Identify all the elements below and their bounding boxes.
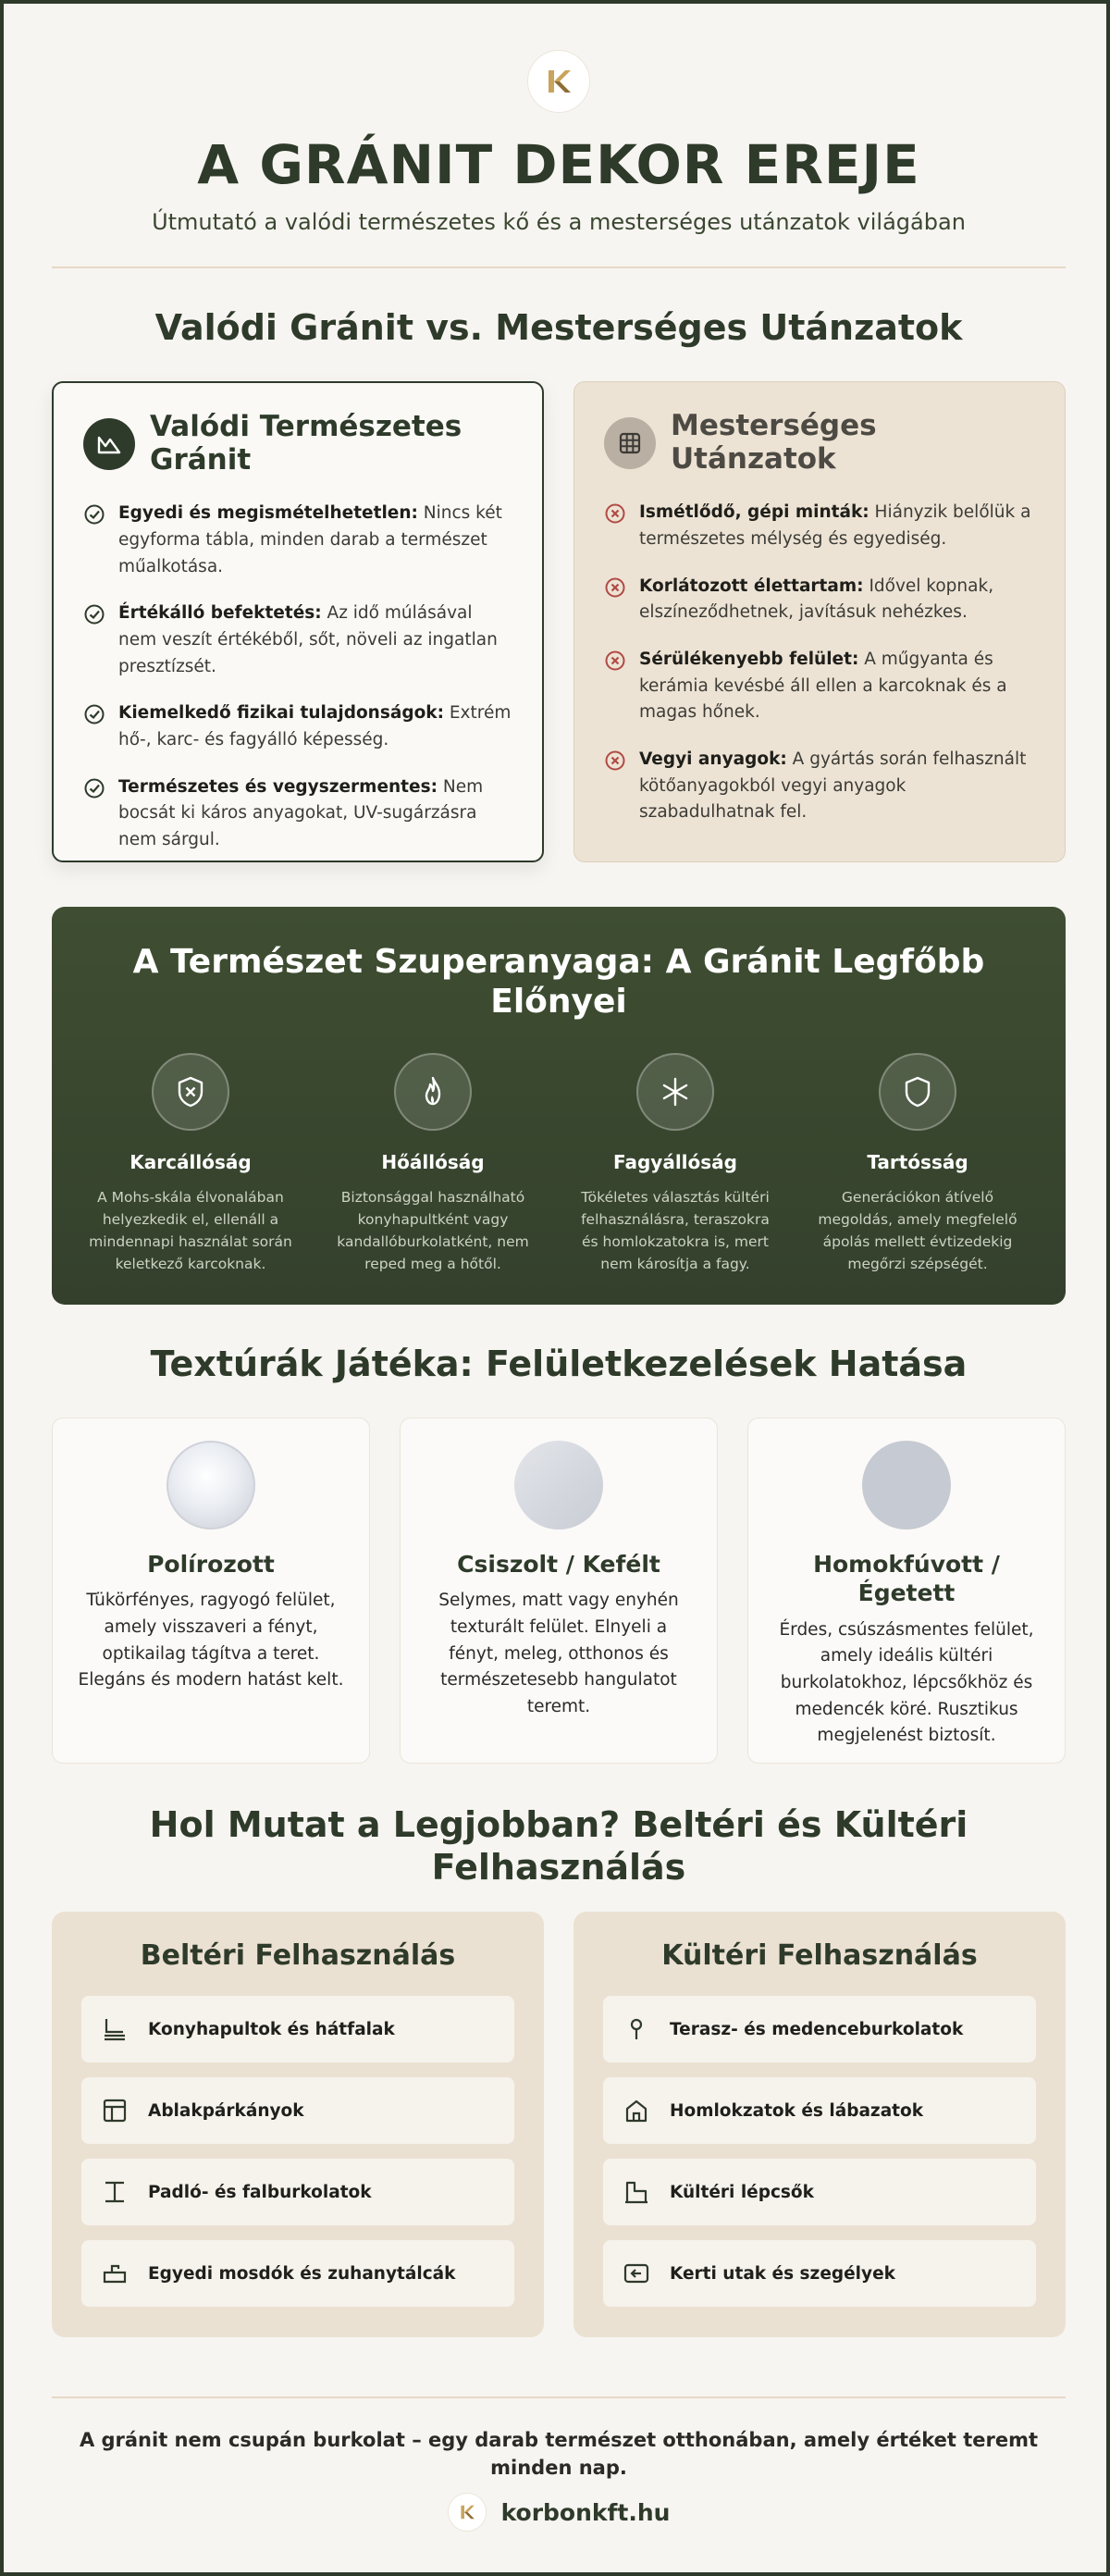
floor-icon	[100, 2177, 130, 2207]
indoor-item	[81, 2240, 514, 2307]
check-circle-icon	[83, 603, 105, 625]
fake-point: Sérülékenyebb felület: A műgyanta és kerámia kevésbé áll ellen a karcoknak és a magas hőnek.	[604, 647, 1035, 726]
artificial-title: Mesterséges Utánzatok	[671, 409, 877, 476]
umbrella-icon	[622, 2014, 651, 2044]
fake-point: Korlátozott élettartam: Idővel kopnak, elszíneződhetnek, javításuk nehézkes.	[604, 574, 1035, 626]
benefit-scratch-resistance	[87, 1053, 294, 1275]
polished-swatch	[166, 1441, 255, 1530]
benefit-heat-resistance	[329, 1053, 536, 1275]
benefit-desc: A Mohs-skála élvonalában helyezkedik el, ellenáll a mindennapi használat során keletkező karcoknak.	[89, 1189, 292, 1273]
texture-card-honed	[400, 1418, 718, 1764]
outdoor-item-label: Homlokzatok és lábazatok	[670, 2100, 924, 2121]
real-point: Egyedi és megismételhetetlen: Nincs két egyforma tábla, minden darab a természet műalkotása.	[83, 501, 512, 580]
benefit-title: Tartósság	[867, 1151, 968, 1173]
logo	[527, 50, 590, 113]
benefit-desc: Tökéletes választás kültéri felhasználásra, teraszokra és homlokzatokra is, mert nem károsítja a fagy.	[581, 1189, 770, 1273]
check-circle-icon	[83, 503, 105, 526]
benefit-frost-resistance	[572, 1053, 779, 1275]
window-icon	[100, 2096, 130, 2125]
texture-card-flamed	[747, 1418, 1066, 1764]
benefit-desc: Generációkon átívelő megoldás, amely megfelelő ápolás mellett évtizedekig megőrzi szépségét.	[818, 1189, 1018, 1273]
logo-k-icon	[540, 63, 577, 100]
outdoor-card	[574, 1912, 1066, 2337]
outdoor-item-label: Terasz- és medenceburkolatok	[670, 2019, 964, 2039]
page-subtitle: Útmutató a valódi természetes kő és a mesterséges utánzatok világában	[152, 209, 966, 235]
artificial-card	[574, 381, 1066, 862]
outdoor-item-label: Kerti utak és szegélyek	[670, 2263, 895, 2284]
benefit-title: Fagyállóság	[612, 1151, 737, 1173]
texture-desc: Érdes, csúszásmentes felület, amely ideális kültéri burkolatokhoz, lépcsőkhöz és medencék köré. Rusztikus megjelenést biztosít.	[779, 1619, 1034, 1746]
indoor-title: Beltéri Felhasználás	[140, 1939, 456, 1972]
snowflake-icon	[636, 1053, 714, 1131]
outdoor-item	[603, 2159, 1036, 2225]
sink-icon	[100, 2259, 130, 2288]
footer-text: A gránit nem csupán burkolat – egy darab természet otthonában, amely értéket teremt minden nap.	[79, 2429, 1039, 2480]
benefits-title: A Természet Szuperanyaga: A Gránit Legfőbb Előnyei	[132, 943, 985, 1022]
x-circle-icon	[604, 749, 626, 772]
benefits-panel	[52, 907, 1066, 1305]
benefit-title: Hőállóság	[381, 1151, 485, 1173]
footer-brand[interactable]	[4, 2493, 1110, 2532]
indoor-item-label: Ablakpárkányok	[148, 2100, 304, 2121]
honed-swatch	[514, 1441, 603, 1530]
real-granite-title: Valódi Természetes Gránit	[150, 410, 462, 477]
indoor-item-label: Padló- és falburkolatok	[148, 2182, 372, 2202]
indoor-card	[52, 1912, 544, 2337]
house-icon	[622, 2096, 651, 2125]
texture-title: Polírozott	[147, 1551, 275, 1578]
texture-title: Csiszolt / Kefélt	[457, 1551, 660, 1578]
x-circle-icon	[604, 502, 626, 525]
benefit-title: Karcállóság	[130, 1151, 252, 1173]
header-divider	[52, 266, 1066, 268]
texture-card-polished	[52, 1418, 370, 1764]
brand-logo-icon	[448, 2493, 487, 2532]
comparison-title: Valódi Gránit vs. Mesterséges Utánzatok	[154, 307, 963, 348]
footer-divider	[52, 2396, 1066, 2398]
page-title: A GRÁNIT DEKOR EREJE	[197, 133, 920, 196]
outdoor-title: Kültéri Felhasználás	[661, 1939, 978, 1972]
real-point: Természetes és vegyszermentes: Nem bocsát ki káros anyagokat, UV-sugárzásra nem sárgul.	[83, 774, 512, 854]
real-point: Értékálló befektetés: Az idő múlásával nem veszít értékéből, sőt, növeli az ingatlan presztízsét.	[83, 601, 512, 680]
indoor-item	[81, 1996, 514, 2062]
indoor-item	[81, 2159, 514, 2225]
textures-title: Textúrák Játéka: Felületkezelések Hatása	[150, 1344, 968, 1384]
texture-desc: Tükörfényes, ragyogó felület, amely visszaveri a fényt, optikailag tágítva a teret. Elegáns és modern hatást kelt.	[78, 1591, 344, 1690]
outdoor-item	[603, 2240, 1036, 2307]
texture-title: Homokfúvott / Égetett	[813, 1551, 1000, 1607]
x-circle-icon	[604, 576, 626, 599]
real-point: Kiemelkedő fizikai tulajdonságok: Extrém hő-, karc- és fagyálló képesség.	[83, 700, 512, 753]
x-circle-icon	[604, 650, 626, 672]
indoor-item	[81, 2077, 514, 2144]
fake-point: Vegyi anyagok: A gyártás során felhasznált kötőanyagokból vegyi anyagok szabadulhatnak fel.	[604, 747, 1035, 826]
outdoor-item-label: Kültéri lépcsők	[670, 2182, 814, 2202]
mountain-icon	[83, 418, 135, 470]
indoor-item-label: Egyedi mosdók és zuhanytálcák	[148, 2263, 456, 2284]
usage-title: Hol Mutat a Legjobban? Beltéri és Kültéri Felhasználás	[149, 1804, 968, 1888]
shield-x-icon	[152, 1053, 229, 1131]
grid-icon	[604, 417, 656, 469]
indoor-item-label: Konyhapultok és hátfalak	[148, 2019, 395, 2039]
flamed-swatch	[862, 1441, 951, 1530]
outdoor-item	[603, 2077, 1036, 2144]
shield-icon	[879, 1053, 956, 1131]
check-circle-icon	[83, 703, 105, 725]
flame-icon	[394, 1053, 472, 1131]
texture-desc: Selymes, matt vagy enyhén texturált felület. Elnyeli a fényt, meleg, otthonos és természetesebb hangulatot teremt.	[438, 1591, 679, 1716]
benefit-desc: Biztonsággal használható konyhapultként vagy kandallóburkolatként, nem reped meg a hőtől.	[337, 1189, 529, 1273]
benefit-durability	[814, 1053, 1021, 1275]
stairs-icon	[622, 2177, 651, 2207]
brand-link[interactable]: korbonkft.hu	[500, 2498, 671, 2526]
outdoor-item	[603, 1996, 1036, 2062]
countertop-icon	[100, 2014, 130, 2044]
check-circle-icon	[83, 777, 105, 799]
fake-point: Ismétlődő, gépi minták: Hiányzik belőlük a természetes mélység és egyediség.	[604, 500, 1035, 552]
path-arrow-icon	[622, 2259, 651, 2288]
real-granite-card	[52, 381, 544, 862]
